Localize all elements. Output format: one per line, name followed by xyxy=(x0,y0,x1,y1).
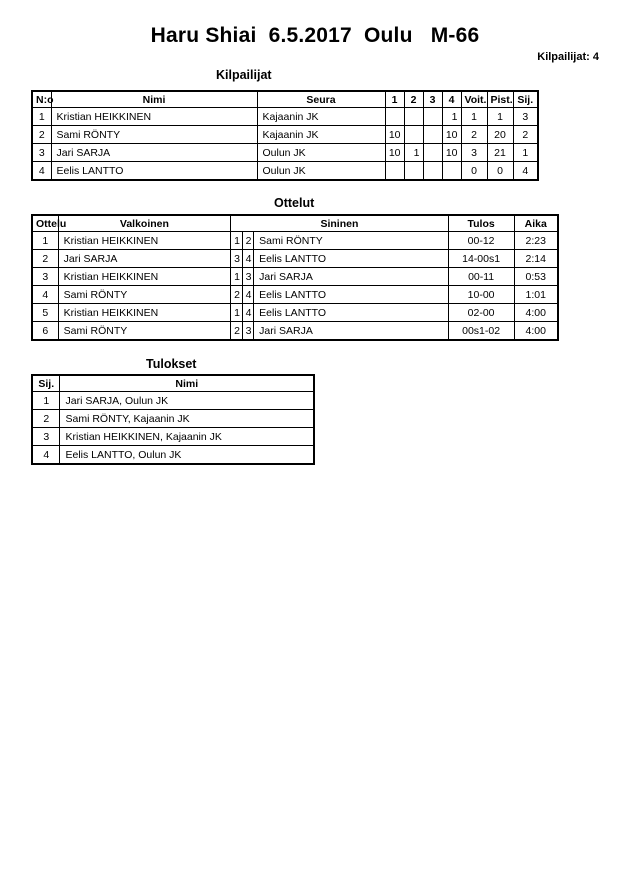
result-place: 1 xyxy=(32,392,60,410)
results-header-row xyxy=(32,375,314,392)
round-2-score: 1 xyxy=(404,144,423,162)
competitor-number: 2 xyxy=(32,126,51,144)
results-section-title: Tulokset xyxy=(146,357,197,371)
match-number: 5 xyxy=(32,304,58,322)
round-1-score: 10 xyxy=(385,144,404,162)
white-fighter-number: 2 xyxy=(231,286,243,304)
blue-fighter: Eelis LANTTO xyxy=(254,250,449,268)
match-result: 02-00 xyxy=(448,304,514,322)
header-no: N:o xyxy=(32,91,51,108)
competitor-place: 1 xyxy=(513,144,538,162)
match-time: 1:01 xyxy=(514,286,558,304)
header-place: Sij. xyxy=(513,91,538,108)
table-row xyxy=(32,162,538,181)
header-points: Pist. xyxy=(487,91,513,108)
competitor-place: 2 xyxy=(513,126,538,144)
table-row xyxy=(32,108,538,126)
round-1-score xyxy=(385,162,404,181)
table-row xyxy=(32,428,314,446)
match-number: 1 xyxy=(32,232,58,250)
match-result: 00s1-02 xyxy=(448,322,514,341)
result-name: Kristian HEIKKINEN, Kajaanin JK xyxy=(60,428,314,446)
result-place: 2 xyxy=(32,410,60,428)
header-club: Seura xyxy=(257,91,385,108)
table-row xyxy=(32,446,314,465)
match-number: 3 xyxy=(32,268,58,286)
header-round-2: 2 xyxy=(404,91,423,108)
competitor-points: 20 xyxy=(487,126,513,144)
match-result: 10-00 xyxy=(448,286,514,304)
result-name: Jari SARJA, Oulun JK xyxy=(60,392,314,410)
round-1-score: 10 xyxy=(385,126,404,144)
round-4-score: 1 xyxy=(442,108,461,126)
table-row xyxy=(32,250,558,268)
white-fighter: Sami RÖNTY xyxy=(58,286,231,304)
table-row xyxy=(32,126,538,144)
round-4-score: 10 xyxy=(442,144,461,162)
match-result: 14-00s1 xyxy=(448,250,514,268)
blue-fighter-number: 4 xyxy=(242,250,254,268)
matches-header-row xyxy=(32,215,558,232)
competitor-number: 3 xyxy=(32,144,51,162)
table-row xyxy=(32,392,314,410)
blue-fighter: Eelis LANTTO xyxy=(254,286,449,304)
table-row xyxy=(32,322,558,341)
competitor-points: 21 xyxy=(487,144,513,162)
competitor-club: Kajaanin JK xyxy=(257,126,385,144)
blue-fighter-number: 3 xyxy=(242,268,254,286)
round-2-score xyxy=(404,108,423,126)
white-fighter: Jari SARJA xyxy=(58,250,231,268)
blue-fighter: Sami RÖNTY xyxy=(254,232,449,250)
competitor-points: 1 xyxy=(487,108,513,126)
header-match-no: Ottelu xyxy=(32,215,58,232)
match-time: 4:00 xyxy=(514,304,558,322)
result-name: Sami RÖNTY, Kajaanin JK xyxy=(60,410,314,428)
round-2-score xyxy=(404,126,423,144)
blue-fighter: Jari SARJA xyxy=(254,268,449,286)
competitor-club: Kajaanin JK xyxy=(257,108,385,126)
match-time: 0:53 xyxy=(514,268,558,286)
white-fighter: Kristian HEIKKINEN xyxy=(58,268,231,286)
blue-fighter-number: 4 xyxy=(242,304,254,322)
header-white: Valkoinen xyxy=(58,215,231,232)
blue-fighter-number: 4 xyxy=(242,286,254,304)
competitor-number: 1 xyxy=(32,108,51,126)
competitor-club: Oulun JK xyxy=(257,144,385,162)
competitor-place: 4 xyxy=(513,162,538,181)
competitor-name: Sami RÖNTY xyxy=(51,126,257,144)
competitor-wins: 3 xyxy=(461,144,487,162)
competitor-club: Oulun JK xyxy=(257,162,385,181)
round-3-score xyxy=(423,162,442,181)
header-wins: Voit. xyxy=(461,91,487,108)
white-fighter: Kristian HEIKKINEN xyxy=(58,232,231,250)
matches-table xyxy=(31,214,559,341)
table-row xyxy=(32,268,558,286)
competitor-wins: 2 xyxy=(461,126,487,144)
round-1-score xyxy=(385,108,404,126)
table-row xyxy=(32,232,558,250)
round-3-score xyxy=(423,126,442,144)
header-time: Aika xyxy=(514,215,558,232)
match-number: 6 xyxy=(32,322,58,341)
blue-fighter: Jari SARJA xyxy=(254,322,449,341)
white-fighter-number: 1 xyxy=(231,268,243,286)
competitor-name: Jari SARJA xyxy=(51,144,257,162)
match-time: 4:00 xyxy=(514,322,558,341)
result-name: Eelis LANTTO, Oulun JK xyxy=(60,446,314,465)
round-4-score xyxy=(442,162,461,181)
results-table xyxy=(31,374,315,465)
page-title: Haru Shiai 6.5.2017 Oulu M-66 xyxy=(150,24,480,47)
table-row xyxy=(32,304,558,322)
header-round-4: 4 xyxy=(442,91,461,108)
white-fighter-number: 2 xyxy=(231,322,243,341)
match-time: 2:14 xyxy=(514,250,558,268)
header-round-3: 3 xyxy=(423,91,442,108)
result-place: 3 xyxy=(32,428,60,446)
result-place: 4 xyxy=(32,446,60,465)
competitor-count: Kilpailijat: 4 xyxy=(537,51,599,63)
blue-fighter-number: 3 xyxy=(242,322,254,341)
competitors-header-row xyxy=(32,91,538,108)
round-3-score xyxy=(423,108,442,126)
competitor-wins: 1 xyxy=(461,108,487,126)
table-row xyxy=(32,410,314,428)
white-fighter: Kristian HEIKKINEN xyxy=(58,304,231,322)
round-4-score: 10 xyxy=(442,126,461,144)
competitor-number: 4 xyxy=(32,162,51,181)
match-number: 4 xyxy=(32,286,58,304)
competitors-section-title: Kilpailijat xyxy=(216,68,272,82)
white-fighter-number: 1 xyxy=(231,304,243,322)
matches-section-title: Ottelut xyxy=(274,196,315,210)
competitor-name: Eelis LANTTO xyxy=(51,162,257,181)
round-3-score xyxy=(423,144,442,162)
round-2-score xyxy=(404,162,423,181)
header-result-place: Sij. xyxy=(32,375,60,392)
white-fighter: Sami RÖNTY xyxy=(58,322,231,341)
competitor-points: 0 xyxy=(487,162,513,181)
header-result: Tulos xyxy=(448,215,514,232)
blue-fighter: Eelis LANTTO xyxy=(254,304,449,322)
match-time: 2:23 xyxy=(514,232,558,250)
match-number: 2 xyxy=(32,250,58,268)
competitor-name: Kristian HEIKKINEN xyxy=(51,108,257,126)
blue-fighter-number: 2 xyxy=(242,232,254,250)
competitor-wins: 0 xyxy=(461,162,487,181)
table-row xyxy=(32,286,558,304)
header-result-name: Nimi xyxy=(60,375,314,392)
header-blue: Sininen xyxy=(231,215,449,232)
header-round-1: 1 xyxy=(385,91,404,108)
white-fighter-number: 1 xyxy=(231,232,243,250)
competitor-place: 3 xyxy=(513,108,538,126)
match-result: 00-11 xyxy=(448,268,514,286)
match-result: 00-12 xyxy=(448,232,514,250)
table-row xyxy=(32,144,538,162)
header-name: Nimi xyxy=(51,91,257,108)
white-fighter-number: 3 xyxy=(231,250,243,268)
competitors-table xyxy=(31,90,539,181)
